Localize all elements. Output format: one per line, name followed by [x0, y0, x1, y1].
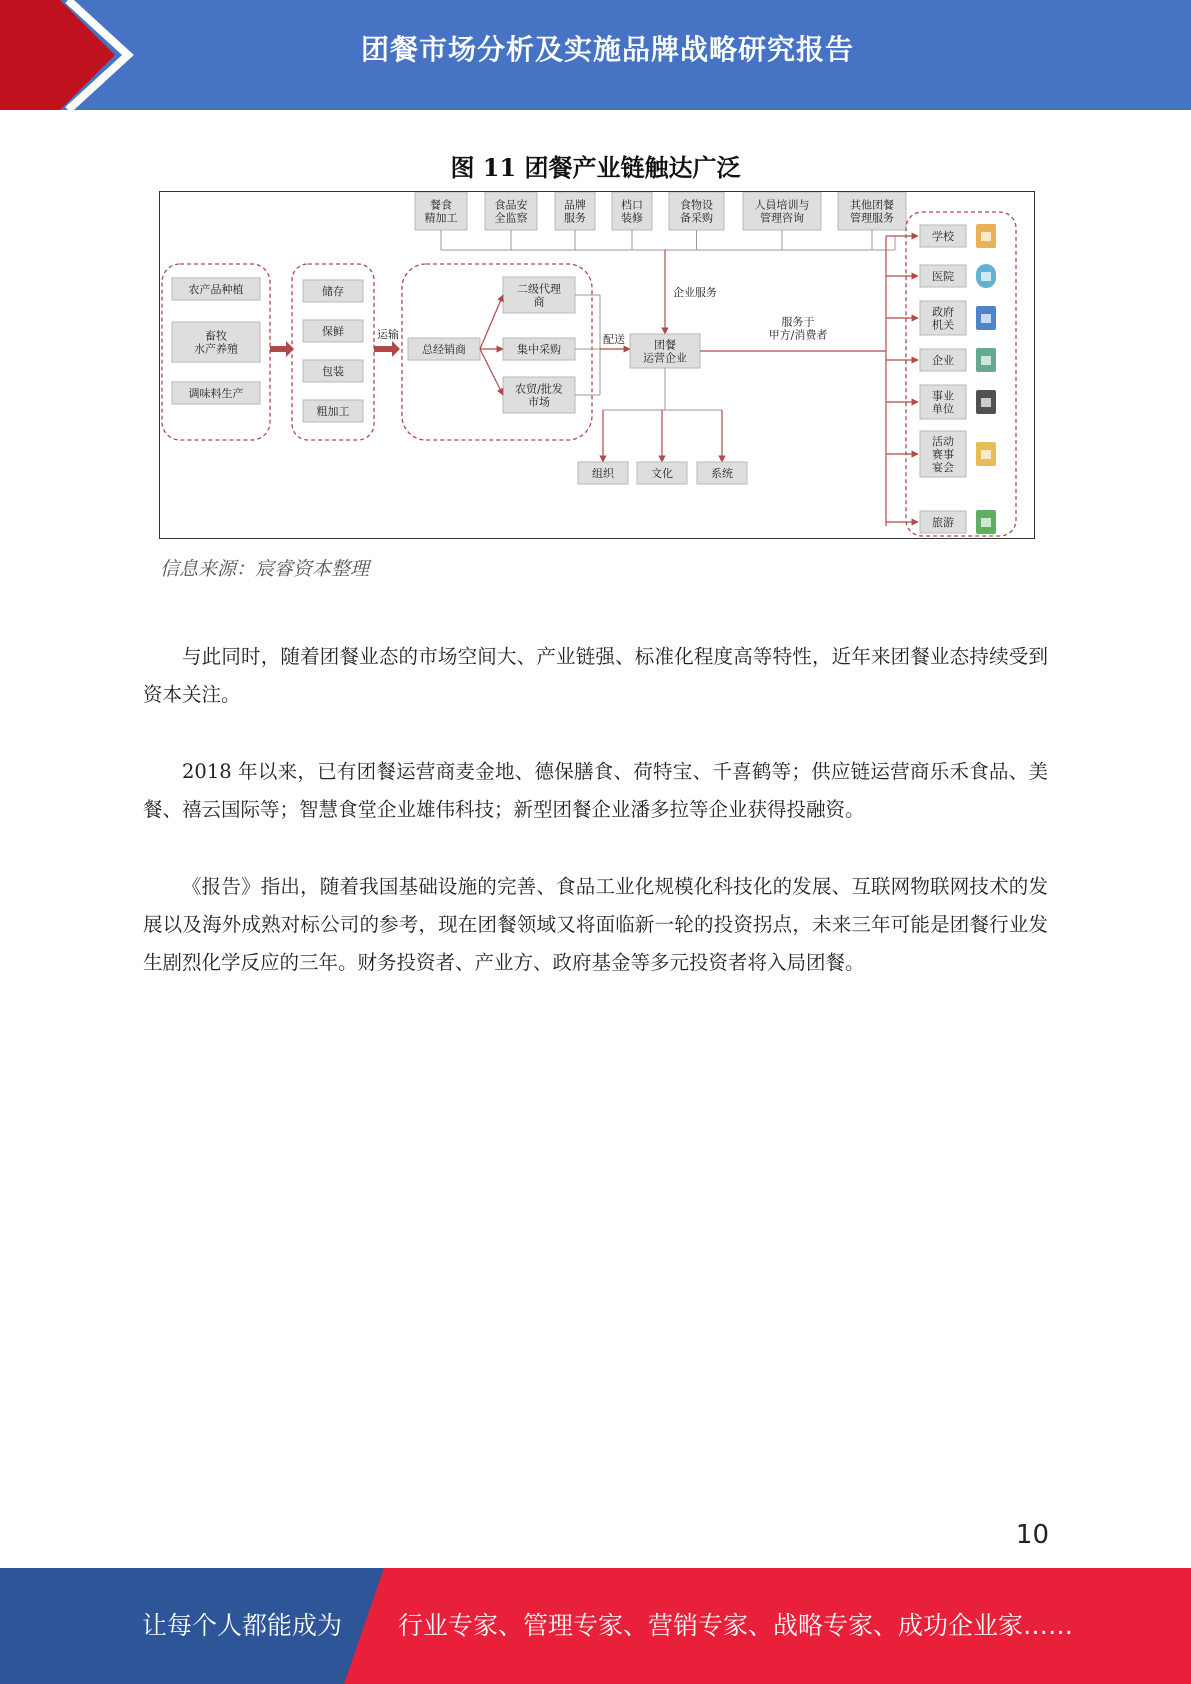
customer-2-label: 政府机关: [932, 305, 954, 332]
school-icon: [976, 224, 996, 248]
enterprise-service-label: 企业服务: [673, 286, 717, 299]
channel-arrow-2: [480, 349, 503, 395]
processing-3-label: 粗加工: [316, 405, 350, 418]
customer-1-label: 医院: [932, 270, 954, 283]
page-number: 10: [1015, 1520, 1049, 1550]
bottom-0-label: 组织: [592, 467, 614, 480]
office-building-icon: [976, 348, 996, 372]
channel-1-label: 集中采购: [517, 343, 561, 356]
core-company-label: 团餐运营企业: [643, 338, 687, 365]
page-header: [0, 0, 1191, 110]
upstream-0-label: 农产品种植: [188, 283, 244, 296]
customer-group: [906, 212, 1016, 536]
government-icon: [976, 306, 996, 330]
upstream-2-label: 调味料生产: [188, 387, 244, 400]
paragraph-3: 《报告》指出，随着我国基础设施的完善、食品工业化规模化科技化的发展、互联网物联网技术的发展以及海外成熟对标公司的参考，现在团餐领域又将面临新一轮的投资拐点，未来三年可能是团餐行业发生剧烈化学反应的三年。财务投资者、产业方、政府基金等多元投资者将入局团餐。: [143, 875, 1048, 974]
upstream-1-label: 畜牧水产养殖: [194, 329, 238, 356]
industry-chain-diagram: [159, 191, 1035, 539]
tree-icon: [976, 510, 996, 534]
bottom-2-label: 系统: [711, 467, 733, 480]
footer-slogan-right: 行业专家、管理专家、营销专家、战略专家、成功企业家……: [398, 1611, 1074, 1640]
report-title: 团餐市场分析及实施品牌战略研究报告: [360, 33, 854, 66]
trophy-icon: [976, 442, 996, 466]
paragraph-1: 与此同时，随着团餐业态的市场空间大、产业链强、标准化程度高等特性，近年来团餐业态持续受到资本关注。: [143, 645, 1048, 706]
transport-label: 运输: [377, 328, 399, 341]
top-service-4-label: 食物设备采购: [680, 198, 713, 225]
serve-label: 服务于甲方/消费者: [768, 315, 828, 342]
customer-6-label: 旅游: [932, 516, 954, 529]
footer-slogan-left: 让每个人都能成为: [142, 1611, 343, 1640]
top-service-0-label: 餐食精加工: [424, 198, 458, 225]
transport-arrow: [374, 341, 400, 357]
processing-2-label: 包装: [322, 365, 344, 378]
customer-0-label: 学校: [932, 230, 954, 243]
figure-title: 图 11 团餐产业链触达广泛: [450, 153, 741, 182]
top-service-6-label: 其他团餐管理服务: [850, 198, 894, 225]
delivery-label: 配送: [603, 333, 625, 346]
top-service-1-label: 食品安全监察: [494, 198, 528, 225]
processing-0-label: 储存: [322, 285, 344, 298]
channel-arrow-0: [480, 295, 503, 349]
customer-3-label: 企业: [932, 354, 954, 367]
upstream-arrow: [270, 341, 294, 357]
general-dealer-label: 总经销商: [422, 343, 466, 356]
channel-2-label: 农贸/批发市场: [515, 382, 563, 409]
top-service-2-label: 品牌服务: [564, 198, 586, 225]
channel-0-label: 二级代理商: [517, 282, 561, 309]
paragraph-2: 2018 年以来，已有团餐运营商麦金地、德保膳食、荷特宝、千喜鹤等；供应链运营商乐禾食品、美餐、禧云国际等；智慧食堂企业雄伟科技；新型团餐企业潘多拉等企业获得投融资。: [143, 760, 1048, 821]
top-service-3-label: 档口装修: [621, 198, 643, 225]
customer-5-label: 活动赛事宴会: [932, 435, 954, 474]
hospital-icon: [976, 264, 996, 288]
institution-icon: [976, 390, 996, 414]
top-service-5-label: 人員培训与管理咨询: [754, 198, 810, 225]
customer-4-label: 事业单位: [932, 389, 954, 416]
figure-source: 信息来源：宸睿资本整理: [160, 558, 370, 580]
processing-1-label: 保鲜: [322, 325, 344, 338]
bottom-1-label: 文化: [651, 467, 673, 480]
page-footer: [0, 1568, 1191, 1684]
